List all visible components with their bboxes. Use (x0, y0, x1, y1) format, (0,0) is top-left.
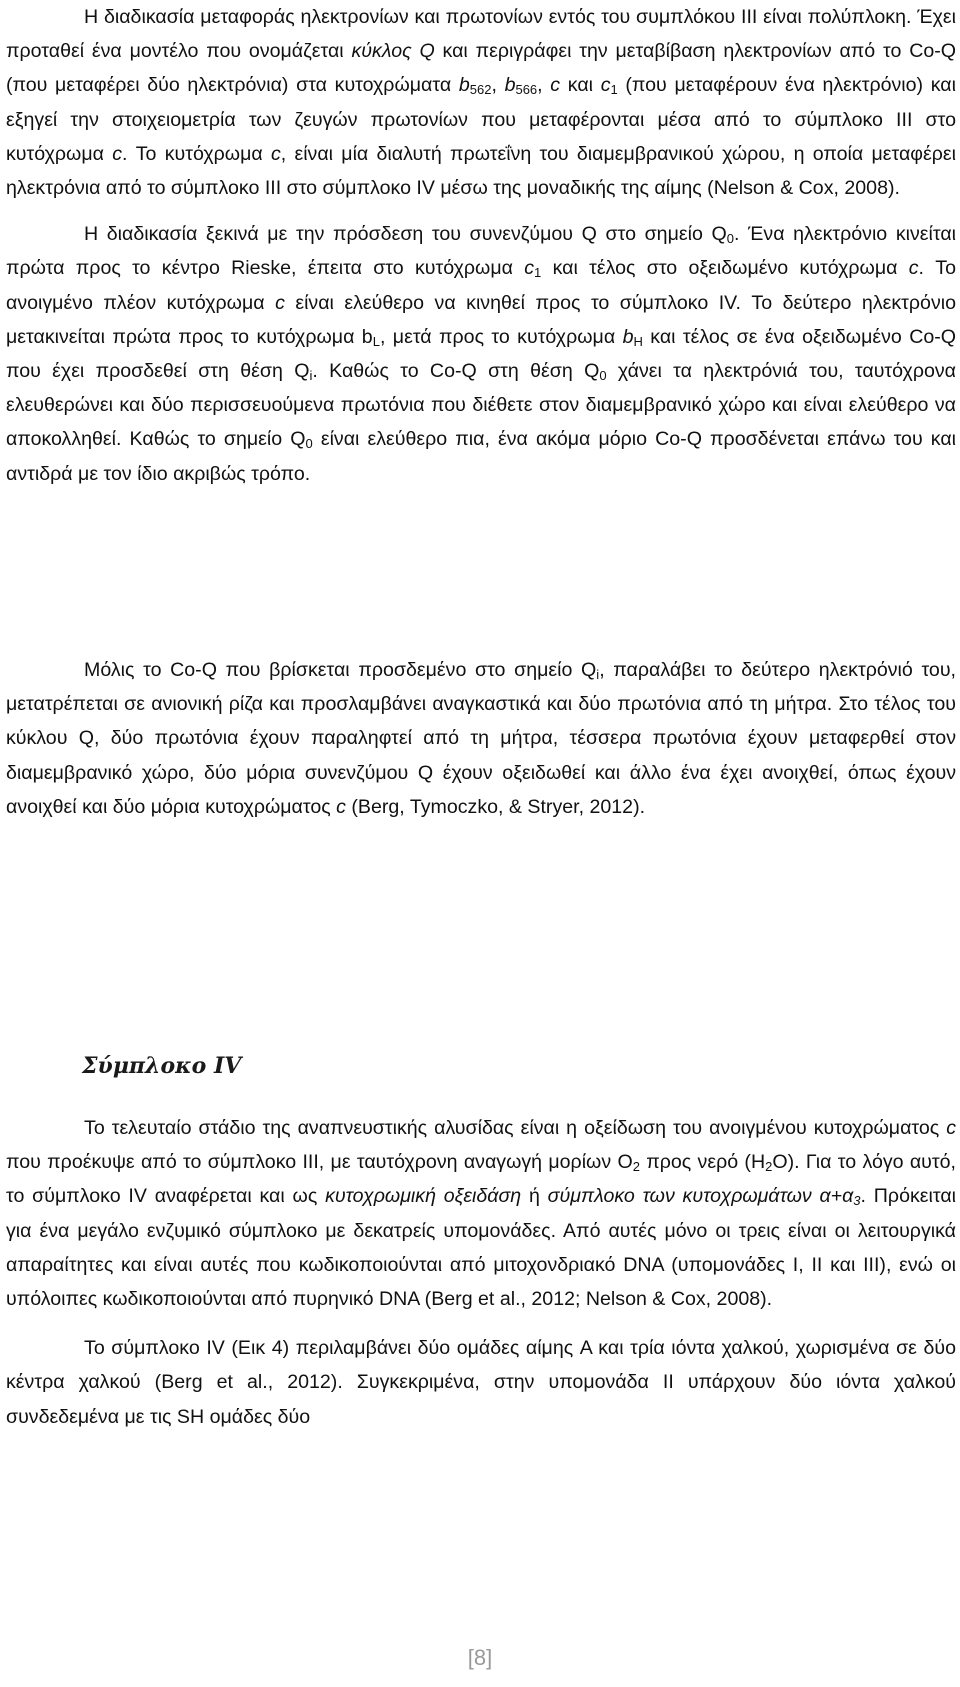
text-run: Η διαδικασία μεταφοράς ηλεκτρονίων και πρωτονίων εντός του συμπλόκου III είναι πολύπλοκη. Έχει προταθεί ένα μοντέλο που ονομάζεται (6, 6, 956, 63)
italic-text: c (270, 142, 281, 165)
text-run: είναι ελεύθερο να κινηθεί προς το σύμπλοκο IV. Το δεύτερο ηλεκτρόνιο μετακινείται πρώτα προς το κυτόχρωμα b (6, 291, 956, 348)
text-run: , (537, 74, 551, 97)
subscript: 0 (599, 368, 607, 384)
text-run: , είναι μία διαλυτή πρωτεΐνη του διαμεμβρανικού χώρου, η οποία μεταφέρει ηλεκτρόνια από το σύμπλοκο III στο σύμπλοκο IV μέσω της μοναδικής της αίμης (Nelson & Cox, 2008). (6, 142, 956, 200)
italic-text: b (458, 74, 470, 97)
text-run: . Το ανοιγμένο πλέον κυτόχρωμα (6, 257, 957, 314)
subscript: 1 (534, 265, 542, 281)
text-run: και (560, 74, 601, 97)
text-run: . Το κυτόχρωμα (122, 142, 271, 165)
text-run: προς νερό (H (639, 1151, 766, 1174)
italic-text: b (504, 74, 516, 97)
text-block-complex-iv (6, 1111, 956, 1434)
subscript: 2 (765, 1159, 773, 1175)
text-run: χάνει τα ηλεκτρόνιά του, ταυτόχρονα ελευθερώνει και δύο περισσευούμενα πρωτόνια που διέθετε στον διαμεμβρανικό χώρο και είναι ελεύθερο να αποκολληθεί. Καθώς το σημείο Q (6, 360, 956, 451)
section-heading: Σύμπλοκο IV (82, 1053, 242, 1079)
paragraph (6, 0, 956, 205)
text-run: και τέλος σε ένα οξειδωμένο Co-Q που έχει προσδεθεί στη θέση Q (6, 325, 957, 383)
subscript: 1 (610, 82, 618, 98)
text-run: , μετά προς το κυτόχρωμα (379, 325, 623, 348)
text-run: . Ένα ηλεκτρόνιο κινείται πρώτα προς το κέντρο Rieske, έπειτα στο κυτόχρωμα (6, 223, 957, 280)
italic-text: κύκλος Q (351, 40, 435, 63)
italic-text: c (275, 291, 285, 314)
page-number: [8] (467, 1645, 493, 1670)
text-run: O). Για το λόγο αυτό, το σύμπλοκο IV αναφέρεται και ως (6, 1151, 956, 1208)
text-run: Το τελευταίο στάδιο της αναπνευστικής αλυσίδας είναι η οξείδωση του ανοιγμένου κυτοχρώματος (84, 1117, 947, 1139)
italic-text: c (336, 795, 346, 818)
text-run: Η διαδικασία ξεκινά με την πρόσδεση του συνενζύμου Q στο σημείο Q (84, 223, 727, 246)
text-run: Μόλις το Co-Q που βρίσκεται προσδεμένο στο σημείο Q (84, 659, 597, 681)
subscript: 0 (305, 436, 313, 452)
subscript: L (372, 333, 380, 349)
italic-text: σύμπλοκο των κυτοχρωμάτων α+α (547, 1185, 854, 1208)
text-run: Το σύμπλοκο IV (Εικ 4) περιλαμβάνει δύο ομάδες αίμης A και τρία ιόντα χαλκού, χωρισμένα σε δύο κέντρα χαλκού (Berg et al., 2012). Συγκεκριμένα, στην υπομονάδα II υπάρχουν δύο ιόντα χαλκού συνδεδεμένα με τις SH ομάδες δύο (6, 1337, 956, 1428)
text-run: (Berg, Tymoczko, & Stryer, 2012). (345, 795, 646, 818)
text-run: . Καθώς το Co-Q στη θέση Q (312, 360, 600, 383)
text-run: είναι ελεύθερο πια, ένα ακόμα μόριο Co-Q προσδένεται επάνω του και αντιδρά με τον ίδιο ακριβώς τρόπο. (6, 428, 956, 485)
subscript: 2 (632, 1159, 640, 1175)
italic-text: b (622, 325, 634, 348)
paragraph (6, 217, 956, 491)
text-run: (που μεταφέρουν ένα ηλεκτρόνιο) και εξηγεί την στοιχειομετρία των ζευγών πρωτονίων που μεταφέρονται μέσα από το σύμπλοκο III στο κυτόχρωμα (6, 74, 956, 165)
subscript: 0 (726, 231, 734, 247)
italic-text: κυτοχρωμική οξειδάση (325, 1185, 522, 1208)
text-run: ή (521, 1185, 548, 1208)
italic-text: c (112, 142, 123, 165)
text-run: , (491, 74, 505, 97)
text-run: . Πρόκειται για ένα μεγάλο ενζυμικό σύμπλοκο με δεκατρείς υπομονάδες. Από αυτές μόνο οι τρεις είναι οι λειτουργικά απαραίτητες και είναι αυτές που κωδικοποιούνται από μιτοχονδριακό DNA (υπομονάδες I, II και III), ενώ οι υπόλοιπες κωδικοποιούνται από πυρηνικό DNA (Berg et al., 2012; Nelson & Cox, 2008). (6, 1185, 957, 1311)
text-run: που προέκυψε από το σύμπλοκο III, με ταυτόχρονη αναγωγή μορίων O (6, 1151, 633, 1174)
text-block-q-cycle-end (6, 653, 956, 824)
italic-text: c (550, 74, 561, 97)
text-block-complex-iii (6, 0, 956, 491)
subscript: 566 (515, 82, 538, 98)
subscript: 3 (853, 1193, 861, 1209)
paragraph (6, 1111, 956, 1316)
subscript: H (633, 333, 643, 349)
subscript: 562 (469, 82, 492, 98)
text-run: , παραλάβει το δεύτερο ηλεκτρόνιό του, μετατρέπεται σε ανιονική ρίζα και προσλαμβάνει αναγκαστικά και δύο πρωτόνια από τη μήτρα. Στο τέλος του κύκλου Q, δύο πρωτόνια έχουν παραληφτεί από τη μήτρα, τέσσερα πρωτόνια έχουν μεταφερθεί στον διαμεμβρανικό χώρο, δύο μόρια συνενζύμου Q έχουν οξειδωθεί και άλλο ένα έχει ανοιχθεί, όπως έχουν ανοιχθεί και δύο μόρια κυτοχρώματος (6, 659, 956, 818)
italic-text: c (524, 257, 535, 280)
subscript: i (596, 667, 600, 682)
paragraph (6, 653, 956, 824)
paragraph (6, 1331, 956, 1434)
text-run: και τέλος στο οξειδωμένο κυτόχρωμα (541, 257, 909, 280)
text-run: και περιγράφει την μεταβίβαση ηλεκτρονίων από το Co-Q (που μεταφέρει δύο ηλεκτρόνια) στα κυτοχρώματα (6, 40, 957, 97)
italic-text: c (600, 74, 611, 97)
subscript: i (309, 368, 313, 384)
italic-text: c (908, 257, 919, 280)
italic-text: c (946, 1117, 956, 1139)
